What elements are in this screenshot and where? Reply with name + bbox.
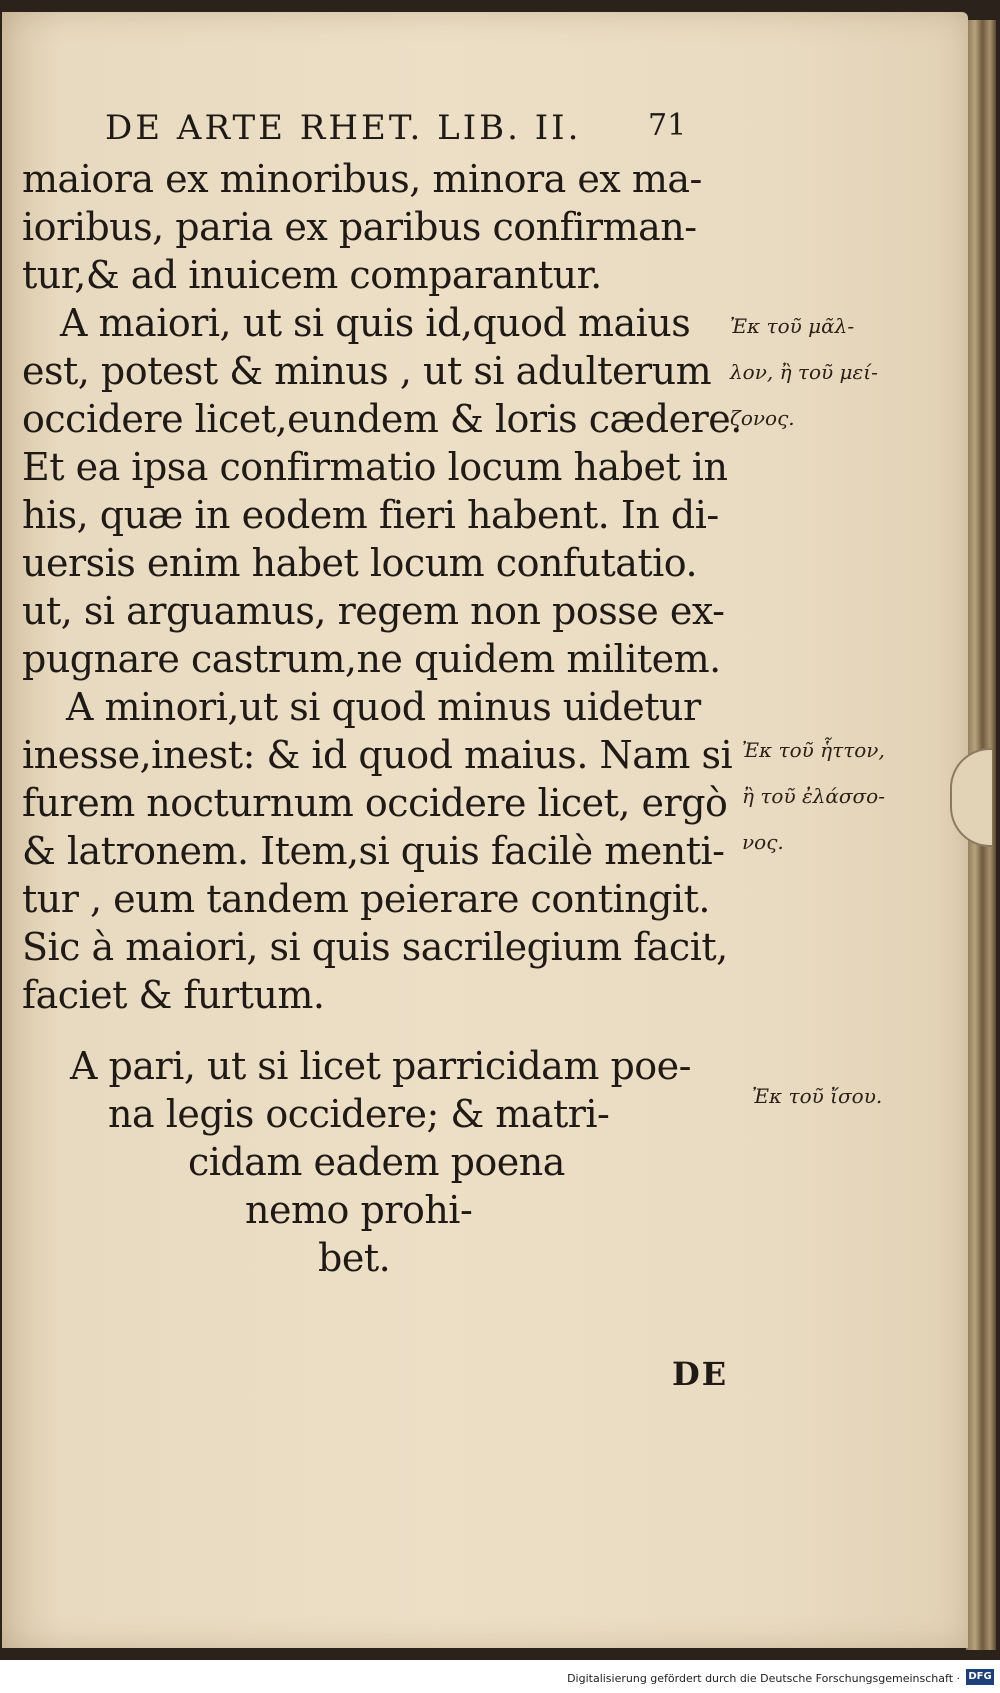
text-line: maiora ex minoribus, minora ex ma-: [22, 157, 702, 201]
margin-note: Ἐκ τοῦ μᾶλ-: [730, 314, 855, 338]
catchword: DE: [672, 1355, 729, 1393]
text-line: his, quæ in eodem fieri habent. In di-: [22, 493, 719, 537]
text-line: inesse,inest: & id quod maius. Nam si: [22, 733, 733, 777]
text-line: occidere licet,eundem & loris cædere.: [22, 397, 742, 441]
margin-note: Ἐκ τοῦ ἧττον,: [742, 738, 885, 762]
text-line: nemo prohi-: [245, 1188, 473, 1232]
text-line: A minori,ut si quod minus uidetur: [66, 685, 701, 729]
text-line: uersis enim habet locum confutatio.: [22, 541, 698, 585]
text-line: A maiori, ut si quis id,quod maius: [60, 301, 691, 345]
text-line: A pari, ut si licet parricidam poe-: [70, 1044, 691, 1088]
text-line: cidam eadem poena: [188, 1140, 565, 1184]
margin-note: ζονος.: [730, 406, 795, 430]
margin-note: νος.: [742, 830, 784, 854]
text-line: na legis occidere; & matri-: [108, 1092, 610, 1136]
text-line: tur , eum tandem peierare contingit.: [22, 877, 710, 921]
text-line: ut, si arguamus, regem non posse ex-: [22, 589, 725, 633]
text-line: est, potest & minus , ut si adulterum: [22, 349, 712, 393]
footer-credit: Digitalisierung gefördert durch die Deutsche Forschungsgemeinschaft ·: [567, 1672, 960, 1685]
text-line: bet.: [318, 1236, 391, 1280]
text-line: pugnare castrum,ne quidem militem.: [22, 637, 721, 681]
text-line: Sic à maiori, si quis sacrilegium facit,: [22, 925, 728, 969]
text-line: tur,& ad inuicem comparantur.: [22, 253, 602, 297]
margin-note: ἢ τοῦ ἐλάσσο-: [742, 784, 885, 808]
dfg-logo: DFG: [966, 1669, 994, 1685]
text-line: & latronem. Item,si quis facilè menti-: [22, 829, 725, 873]
text-line: Et ea ipsa confirmatio locum habet in: [22, 445, 728, 489]
running-head: DE ARTE RHET. LIB. II.: [105, 108, 582, 148]
text-line: ioribus, paria ex paribus confirman-: [22, 205, 697, 249]
margin-note: Ἐκ τοῦ ἴσου.: [752, 1084, 883, 1108]
text-line: furem nocturnum occidere licet, ergò: [22, 781, 728, 825]
page-number: 71: [648, 108, 687, 143]
text-line: faciet & furtum.: [22, 973, 325, 1017]
margin-note: λον, ἢ τοῦ μεί-: [730, 360, 878, 384]
